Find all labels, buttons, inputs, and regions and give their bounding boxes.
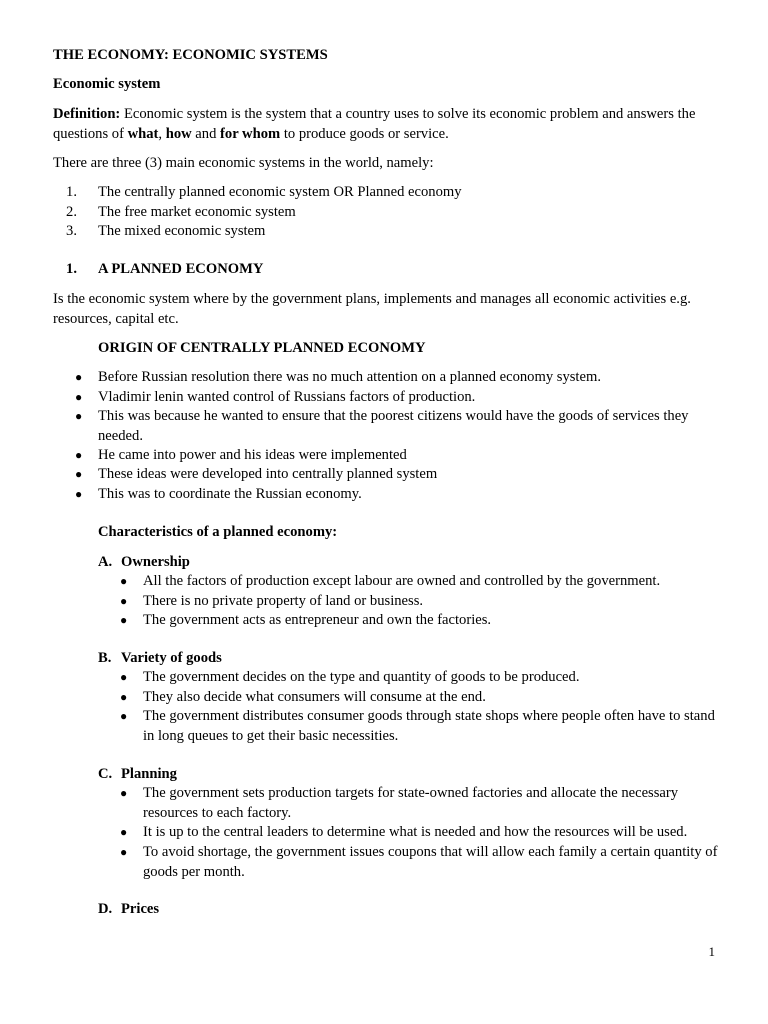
definition-paragraph xyxy=(53,105,723,144)
group-heading xyxy=(98,553,698,573)
characteristics-heading: Characteristics of a planned economy: xyxy=(98,524,338,540)
list-text: To avoid shortage, the government issues coupons that will allow each family a certain quantity of goods per month. xyxy=(143,844,718,880)
list-text: This was to coordinate the Russian economy. xyxy=(98,486,362,502)
list-text: The mixed economic system xyxy=(98,223,266,239)
bullet-icon: ● xyxy=(120,825,128,839)
bullet-icon: ● xyxy=(120,786,128,800)
bullet-icon: ● xyxy=(120,845,128,859)
group-letter: A. xyxy=(98,554,113,570)
group-letter: B. xyxy=(98,650,112,666)
bullet-icon: ● xyxy=(75,370,83,384)
page-number: 1 xyxy=(708,944,715,959)
list-text: He came into power and his ideas were implemented xyxy=(98,447,407,463)
list-text: The government sets production targets for state-owned factories and allocate the necessary resources to each factory. xyxy=(143,785,679,821)
list-number: 3. xyxy=(66,223,77,239)
list-text: The free market economic system xyxy=(98,204,296,220)
list-text: The government distributes consumer goods through state shops where people often have to stand in long queues to get their basic necessities. xyxy=(143,708,715,744)
bullet-icon: ● xyxy=(120,670,128,684)
bullet-icon: ● xyxy=(120,690,128,704)
list-text: All the factors of production except labour are owned and controlled by the government. xyxy=(143,573,661,589)
list-text: These ideas were developed into centrally planned system xyxy=(98,466,438,482)
list-number: 2. xyxy=(66,204,77,220)
group-title: Prices xyxy=(121,901,160,917)
origin-heading: ORIGIN OF CENTRALLY PLANNED ECONOMY xyxy=(98,340,426,356)
group-letter: D. xyxy=(98,901,113,917)
bullet-icon: ● xyxy=(75,390,83,404)
definition-text-2: to produce goods or service. xyxy=(280,125,449,142)
section-number: 1. xyxy=(66,261,77,277)
bullet-icon: ● xyxy=(120,594,128,608)
group-title: Planning xyxy=(121,766,177,782)
definition-how: how xyxy=(165,125,192,142)
list-text: The government decides on the type and quantity of goods to be produced. xyxy=(143,669,580,685)
list-text: The centrally planned economic system OR Planned economy xyxy=(98,184,462,200)
list-text: Before Russian resolution there was no much attention on a planned economy system. xyxy=(98,369,601,385)
bullet-icon: ● xyxy=(75,487,83,501)
group-heading xyxy=(98,765,698,785)
bullet-icon: ● xyxy=(75,467,83,481)
group-letter: C. xyxy=(98,766,113,782)
definition-for-whom: for whom xyxy=(220,125,281,142)
bullet-icon: ● xyxy=(75,448,83,462)
definition-and: and xyxy=(191,125,221,142)
bullet-icon: ● xyxy=(75,409,83,423)
list-text: This was because he wanted to ensure that the poorest citizens would have the goods of services they needed. xyxy=(98,408,689,444)
list-text: Vladimir lenin wanted control of Russians factors of production. xyxy=(98,389,476,405)
list-number: 1. xyxy=(66,184,77,200)
definition-what: what xyxy=(127,125,159,142)
group-title: Variety of goods xyxy=(121,650,222,666)
list-text: It is up to the central leaders to determine what is needed and how the resources will be used. xyxy=(143,824,688,840)
definition-label: Definition: xyxy=(53,106,121,122)
list-text: There is no private property of land or business. xyxy=(143,593,424,609)
intro-paragraph: There are three (3) main economic systems in the world, namely: xyxy=(53,155,434,171)
definition-comma: , xyxy=(158,125,166,142)
section-heading-text: A PLANNED ECONOMY xyxy=(98,261,264,277)
group-heading xyxy=(98,900,698,920)
definition-text-1: Economic system is the system that a country uses to solve its economic problem and answers the questions of xyxy=(53,106,696,142)
bullet-icon: ● xyxy=(120,574,128,588)
bullet-icon: ● xyxy=(120,709,128,723)
bullet-icon: ● xyxy=(120,613,128,627)
section-description: Is the economic system where by the government plans, implements and manages all economic activities e.g. resources, capital etc. xyxy=(53,291,691,327)
page-title: THE ECONOMY: ECONOMIC SYSTEMS xyxy=(53,47,328,63)
list-text: They also decide what consumers will consume at the end. xyxy=(143,689,486,705)
list-text: The government acts as entrepreneur and own the factories. xyxy=(143,612,492,628)
group-heading xyxy=(98,649,698,669)
group-title: Ownership xyxy=(121,554,190,570)
section-subtitle: Economic system xyxy=(53,76,161,92)
